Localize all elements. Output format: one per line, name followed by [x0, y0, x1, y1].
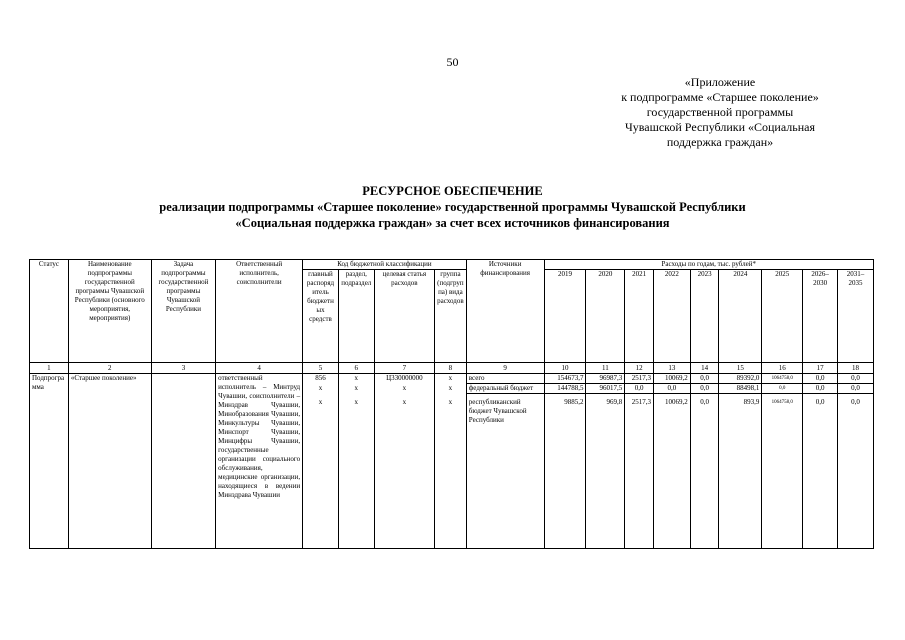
value-cell: 144788,5: [544, 384, 586, 394]
column-number: 11: [586, 363, 625, 374]
value-cell: 9885,2: [544, 394, 586, 549]
kbk-group-cell: x: [435, 374, 467, 384]
source-cell: республиканский бюджет Чувашской Республики: [466, 394, 544, 549]
column-numbers-row: [30, 363, 874, 374]
document-title: [0, 183, 905, 231]
header-year: 2023: [690, 270, 719, 363]
header-year: 2025: [762, 270, 803, 363]
value-cell: 0,0: [653, 384, 690, 394]
header-year: 2024: [719, 270, 762, 363]
header-kbk-section: раздел, подраздел: [338, 270, 374, 363]
kbk-main-cell: 856: [303, 374, 339, 384]
title-line-2: реализации подпрограммы «Старшее поколение» государственной программы Чувашской Республики: [159, 200, 746, 214]
header-year: 2020: [586, 270, 625, 363]
appendix-line-2: к подпрограмме «Старшее поколение»: [621, 90, 819, 104]
value-cell: 154673,7: [544, 374, 586, 384]
header-status: Статус: [30, 260, 69, 363]
kbk-main-cell: x: [303, 384, 339, 394]
column-number: 10: [544, 363, 586, 374]
source-cell: всего: [466, 374, 544, 384]
column-number: 15: [719, 363, 762, 374]
appendix-note: [590, 75, 850, 150]
appendix-line-1: «Приложение: [684, 75, 756, 89]
column-number: 9: [466, 363, 544, 374]
header-year: 2019: [544, 270, 586, 363]
column-number: 8: [435, 363, 467, 374]
value-cell: 96987,3: [586, 374, 625, 384]
value-cell: 96017,5: [586, 384, 625, 394]
value-cell: 88498,1: [719, 384, 762, 394]
value-cell: 1064758,0: [762, 374, 803, 384]
source-cell: федеральный бюджет: [466, 384, 544, 394]
header-year: 2026–2030: [803, 270, 838, 363]
header-kbk-target: целевая статья расходов: [374, 270, 434, 363]
header-kbk-main: главный распорядитель бюджетных средств: [303, 270, 339, 363]
header-sources: Источники финансирования: [466, 260, 544, 363]
task-cell: [151, 374, 215, 549]
kbk-section-cell: x: [338, 374, 374, 384]
kbk-group-cell: x: [435, 384, 467, 394]
value-cell: 0,0: [838, 384, 874, 394]
value-cell: 0,0: [803, 394, 838, 549]
header-year: 2021: [625, 270, 654, 363]
kbk-target-cell: x: [374, 384, 434, 394]
column-number: 16: [762, 363, 803, 374]
kbk-main-cell: x: [303, 394, 339, 549]
appendix-line-5: поддержка граждан»: [666, 135, 774, 149]
value-cell: 0,0: [690, 374, 719, 384]
value-cell: 2517,3: [625, 374, 654, 384]
value-cell: 893,9: [719, 394, 762, 549]
header-year: 2031–2035: [838, 270, 874, 363]
column-number: 7: [374, 363, 434, 374]
value-cell: 10069,2: [653, 374, 690, 384]
table-row: [30, 374, 874, 384]
value-cell: 0,0: [625, 384, 654, 394]
column-number: 6: [338, 363, 374, 374]
value-cell: 89392,0: [719, 374, 762, 384]
column-number: 4: [216, 363, 303, 374]
value-cell: 0,0: [690, 394, 719, 549]
subprogram-name-cell: «Старшее поколение»: [68, 374, 151, 549]
title-line-3: «Социальная поддержка граждан» за счет всех источников финансирования: [235, 216, 670, 230]
column-number: 14: [690, 363, 719, 374]
header-name: Наименование подпрограммы государственной программы Чувашской Республики (основного мероприятия, мероприятия): [68, 260, 151, 363]
column-number: 3: [151, 363, 215, 374]
column-number: 1: [30, 363, 69, 374]
column-number: 17: [803, 363, 838, 374]
header-expenses: Расходы по годам, тыс. рублей*: [544, 260, 874, 270]
kbk-section-cell: x: [338, 384, 374, 394]
value-cell: 2517,3: [625, 394, 654, 549]
header-executor: Ответственный исполнитель, соисполнители: [216, 260, 303, 363]
kbk-section-cell: x: [338, 394, 374, 549]
status-cell: Подпрограмма: [30, 374, 69, 549]
value-cell: 0,0: [838, 394, 874, 549]
header-kbk: Код бюджетной классификации: [303, 260, 467, 270]
title-line-1: РЕСУРСНОЕ ОБЕСПЕЧЕНИЕ: [362, 184, 543, 198]
header-year: 2022: [653, 270, 690, 363]
header-row-1: [30, 260, 874, 270]
value-cell: 0,0: [690, 384, 719, 394]
kbk-group-cell: x: [435, 394, 467, 549]
header-kbk-group: группа (подгруппа) вида расходов: [435, 270, 467, 363]
column-number: 2: [68, 363, 151, 374]
appendix-line-3: государственной программы: [646, 105, 794, 119]
executor-cell: ответственный исполнитель – Минтруд Чувашии, соисполнители – Минздрав Чувашии, Минобразования Чувашии, Минкультуры Чувашии, Минспорт Чувашии, Минцифры Чувашии, государственные организации социального обслуживания, медицинские организации, находящиеся в ведении Минздрава Чувашии: [216, 374, 303, 549]
column-number: 12: [625, 363, 654, 374]
column-number: 13: [653, 363, 690, 374]
value-cell: 0,0: [803, 384, 838, 394]
page-number: 50: [446, 55, 459, 69]
value-cell: 0,0: [838, 374, 874, 384]
resource-table: [29, 259, 874, 549]
header-task: Задача подпрограммы государственной программы Чувашской Республики: [151, 260, 215, 363]
column-number: 5: [303, 363, 339, 374]
value-cell: 10069,2: [653, 394, 690, 549]
value-cell: 1064758,0: [762, 394, 803, 549]
value-cell: 0,0: [803, 374, 838, 384]
column-number: 18: [838, 363, 874, 374]
value-cell: 0,0: [762, 384, 803, 394]
appendix-line-4: Чувашской Республики «Социальная: [624, 120, 816, 134]
value-cell: 969,8: [586, 394, 625, 549]
kbk-target-cell: x: [374, 394, 434, 549]
kbk-target-cell: Ц330000000: [374, 374, 434, 384]
